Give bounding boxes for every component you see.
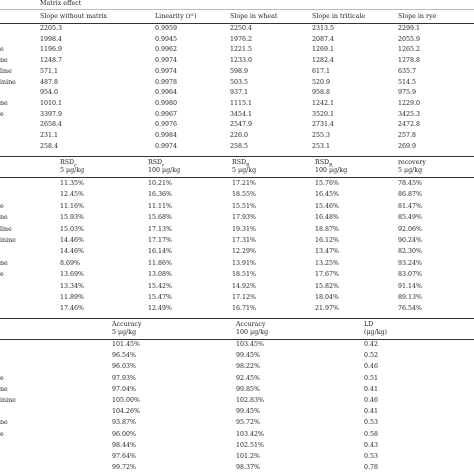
group-header-matrix-effect: Matrix effect (40, 0, 82, 7)
table-cell: 95.72% (236, 419, 261, 427)
table-cell: 10.21% (148, 180, 173, 187)
table-cell: 92.45% (236, 374, 261, 382)
table-cell: 15.93% (60, 214, 85, 222)
table-cell: 103.45% (236, 341, 265, 348)
table-cell: 1269.1 (312, 46, 335, 54)
table-cell: 102.83% (236, 397, 265, 404)
table-cell: 98.44% (112, 441, 137, 449)
table-cell: 21.97% (315, 305, 340, 313)
table-cell: 2313.5 (312, 25, 335, 32)
table-cell: 1229.0 (398, 99, 421, 107)
column-header-unit: 100 μg/kg (148, 167, 181, 174)
table-cell: 0.43 (364, 441, 379, 449)
table-cell: 487.8 (40, 78, 59, 86)
table-cell: 82.30% (398, 248, 423, 256)
table-cell: 1196.9 (40, 46, 63, 54)
table-cell: 93.24% (398, 259, 423, 267)
table-cell: 0.42 (364, 341, 379, 348)
table-cell: 16.36% (148, 191, 173, 199)
table-cell: 269.9 (398, 142, 417, 150)
table-cell: 78.45% (398, 180, 423, 187)
row-label: inine (0, 397, 16, 404)
column-header-unit: 5 μg/kg (60, 167, 85, 174)
table-cell: 598.9 (230, 67, 249, 75)
table-cell: 0.41 (364, 408, 379, 416)
table-cell: 11.89% (60, 294, 85, 301)
table-cell: 13.25% (315, 259, 340, 267)
table-cell: 0.41 (364, 385, 379, 393)
table-cell: 1242.1 (312, 99, 335, 107)
row-label: ne (0, 259, 8, 267)
table-cell: 11.11% (148, 202, 173, 210)
table-cell: 975.9 (398, 89, 417, 97)
row-label: ne (0, 99, 8, 107)
table-cell: 17.93% (232, 214, 257, 222)
column-header-text: RSD (148, 159, 163, 166)
table-cell: 226.0 (230, 132, 249, 139)
table-cell: 86.87% (398, 191, 423, 199)
table-cell: 1265.2 (398, 46, 421, 54)
table-cell: 0.9959 (155, 25, 178, 32)
table-cell: 16.12% (315, 237, 340, 244)
table-cell: 0.53 (364, 453, 379, 460)
table-cell: 3397.9 (40, 110, 63, 118)
table-cell: 635.7 (398, 67, 417, 75)
table-cell: 16.48% (315, 214, 340, 222)
row-label: e (0, 46, 4, 54)
table-cell: 257.8 (398, 132, 417, 139)
table-cell: 99.85% (236, 385, 261, 393)
row-label: e (0, 374, 4, 382)
group-header-rule (0, 9, 474, 10)
table-cell: 0.9945 (155, 35, 178, 43)
table-cell: 91.14% (398, 282, 423, 290)
table-cell: 98.22% (236, 363, 261, 371)
table-cell: 17.12% (232, 294, 257, 301)
table-cell: 520.9 (312, 78, 331, 86)
table-cell: 16.45% (315, 191, 340, 199)
table-cell: 0.9974 (155, 142, 178, 150)
table-cell: 15.68% (148, 214, 173, 222)
column-header-subscript: r (162, 163, 165, 169)
table-cell: 14.46% (60, 248, 85, 256)
table-cell: 11.35% (60, 180, 85, 187)
table-cell: 15.76% (315, 180, 340, 187)
table-cell: 0.9984 (155, 132, 178, 139)
table-cell: 0.9974 (155, 57, 178, 65)
table-cell: 99.72% (112, 464, 137, 472)
row-label: ne (0, 214, 8, 222)
table-cell: 97.04% (112, 385, 137, 393)
table-cell: 15.42% (148, 282, 173, 290)
table-cell: 0.9976 (155, 121, 178, 129)
column-header-unit: 5 μg/kg (112, 329, 137, 336)
table-cell: 3520.1 (312, 110, 335, 118)
column-header (232, 159, 250, 169)
table-cell: 0.9974 (155, 67, 178, 75)
table-cell: 97.64% (112, 453, 137, 460)
table-cell: 1115.1 (230, 99, 253, 107)
table-cell: 0.46 (364, 363, 379, 371)
table-cell: 8.69% (60, 259, 81, 267)
table-cell: 15.51% (232, 202, 257, 210)
column-header: Accuracy (112, 321, 142, 328)
table-cell: 258.4 (40, 142, 59, 150)
row-label: line (0, 67, 12, 75)
table-cell: 1233.0 (230, 57, 253, 65)
table-cell: 937.1 (230, 89, 249, 97)
row-label: inine (0, 78, 16, 86)
column-header-unit: 5 μg/kg (232, 167, 257, 174)
row-label: e (0, 202, 4, 210)
table-cell: 83.07% (398, 271, 423, 279)
table-cell: 0.9964 (155, 89, 178, 97)
table-cell: 102.51% (236, 441, 265, 449)
column-header: Accuracy (236, 321, 266, 328)
column-header: Slope in triticale (312, 13, 366, 20)
table-cell: 12.49% (148, 305, 173, 313)
column-header: Slope in rye (398, 13, 437, 20)
table-cell: 99.45% (236, 408, 261, 416)
table-cell: 231.1 (40, 132, 59, 139)
table-cell: 2205.3 (40, 25, 63, 32)
table-cell: 0.9962 (155, 46, 178, 54)
row-label: ne (0, 419, 8, 427)
table-cell: 18.87% (315, 225, 340, 233)
table-cell: 18.51% (232, 271, 257, 279)
table-cell: 2472.8 (398, 121, 421, 129)
table-cell: 81.47% (398, 202, 423, 210)
table-cell: 0.9967 (155, 110, 178, 118)
table-cell: 19.31% (232, 225, 257, 233)
table-cell: 1248.7 (40, 57, 63, 65)
row-label: inine (0, 237, 16, 244)
table-cell: 255.3 (312, 132, 331, 139)
column-header-unit: 100 μg/kg (315, 167, 348, 174)
table-cell: 12.29% (232, 248, 257, 256)
row-label: e (0, 430, 4, 438)
table-cell: 2087.4 (312, 35, 335, 43)
table-cell: 253.1 (312, 142, 331, 150)
table-cell: 96.54% (112, 352, 137, 360)
table-cell: 99.45% (236, 352, 261, 360)
column-header-unit: 5 μg/kg (398, 167, 423, 174)
column-header: Slope in wheat (230, 13, 278, 20)
table-cell: 97.93% (112, 374, 137, 382)
table-cell: 1998.4 (40, 35, 63, 43)
column-header (148, 159, 165, 169)
table-cell: 571.1 (40, 67, 59, 75)
table-cell: 17.46% (60, 305, 85, 313)
table-cell: 13.91% (232, 259, 257, 267)
table-cell: 17.13% (148, 225, 173, 233)
table-cell: 0.46 (364, 397, 379, 404)
column-header (398, 160, 426, 166)
column-header-subscript: R (246, 163, 250, 169)
table-cell: 98.37% (236, 464, 261, 472)
table-cell: 2731.4 (312, 121, 335, 129)
table-cell: 1976.2 (230, 35, 253, 43)
row-label: ne (0, 385, 8, 393)
column-header-text: RSD (315, 159, 330, 166)
column-header-subscript: r (74, 163, 77, 169)
table-cell: 85.49% (398, 214, 423, 222)
table-cell: 0.78 (364, 464, 379, 472)
table-cell: 258.5 (230, 142, 249, 150)
table-cell: 16.71% (232, 305, 257, 313)
table-cell: 89.13% (398, 294, 423, 301)
table-cell: 17.21% (232, 180, 257, 187)
table-cell: 76.54% (398, 305, 423, 313)
table-cell: 105.00% (112, 397, 141, 404)
table-cell: 17.67% (315, 271, 340, 279)
table-cell: 2250.4 (230, 25, 253, 32)
table-cell: 12.45% (60, 191, 85, 199)
header-bottom-rule (0, 23, 474, 24)
column-header: Slope without matrix (40, 13, 108, 20)
table-cell: 15.82% (315, 282, 340, 290)
table-cell: 954.0 (40, 89, 59, 97)
table-cell: 16.14% (148, 248, 173, 256)
table-cell: 1282.4 (312, 57, 335, 65)
table-cell: 1278.8 (398, 57, 421, 65)
column-header-subscript: R (329, 163, 333, 169)
table-cell: 90.24% (398, 237, 423, 244)
table-cell: 14.92% (232, 282, 257, 290)
table-cell: 2658.4 (40, 121, 63, 129)
table-cell: 14.46% (60, 237, 85, 244)
table-cell: 1010.1 (40, 99, 63, 107)
table-cell: 13.08% (148, 271, 173, 279)
table-cell: 2547.9 (230, 121, 253, 129)
table-cell: 11.86% (148, 259, 173, 267)
table-cell: 101.2% (236, 453, 261, 460)
table-cell: 0.9978 (155, 78, 178, 86)
table-cell: 13.34% (60, 282, 85, 290)
column-header-linearity (155, 14, 196, 20)
table-cell: 3454.1 (230, 110, 253, 118)
table-cell: 15.46% (315, 202, 340, 210)
column-header (315, 159, 333, 169)
table-cell: 103.42% (236, 430, 265, 438)
section-rule (0, 156, 474, 157)
table-cell: 104.26% (112, 408, 141, 416)
column-header-unit: (μg/kg) (364, 329, 388, 336)
column-header-text: RSD (60, 159, 75, 166)
column-header (60, 159, 77, 169)
table-cell: 17.17% (148, 237, 173, 244)
table-cell: 0.53 (364, 419, 379, 427)
table-cell: 93.87% (112, 419, 137, 427)
table-cell: 101.45% (112, 341, 141, 348)
table-cell: 17.31% (232, 237, 257, 244)
table-cell: 13.69% (60, 271, 85, 279)
section-rule (0, 318, 474, 319)
table-cell: 958.8 (312, 89, 331, 97)
table-cell: 514.5 (398, 78, 417, 86)
table-cell: 503.5 (230, 78, 249, 86)
table-cell: 0.58 (364, 430, 379, 438)
table-cell: 11.16% (60, 202, 85, 210)
column-header: LD (364, 321, 374, 328)
table-cell: 13.47% (315, 248, 340, 256)
header-bottom-rule (0, 177, 474, 178)
table-cell: 96.00% (112, 430, 137, 438)
header-bottom-rule (0, 339, 474, 340)
table-cell: 96.03% (112, 363, 137, 371)
table-cell: 92.06% (398, 225, 423, 233)
table-cell: 1221.5 (230, 46, 253, 54)
table-cell: 2055.9 (398, 35, 421, 43)
column-header-unit: 100 μg/kg (236, 329, 269, 336)
table-cell: 2299.1 (398, 25, 421, 32)
column-header-text: RSD (232, 159, 247, 166)
row-label: line (0, 225, 12, 233)
table-cell: 18.55% (232, 191, 257, 199)
column-header-text: Linearity (r²) (155, 13, 197, 20)
table-cell: 15.03% (60, 225, 85, 233)
row-label: ne (0, 57, 8, 65)
table-cell: 617.1 (312, 67, 331, 75)
row-label: e (0, 110, 4, 118)
table-cell: 0.9980 (155, 99, 178, 107)
table-cell: 15.47% (148, 294, 173, 301)
table-cell: 3425.3 (398, 110, 421, 118)
table-cell: 0.52 (364, 352, 379, 360)
table-cell: 18.04% (315, 294, 340, 301)
table-cell: 0.51 (364, 374, 379, 382)
row-label: e (0, 271, 4, 279)
column-header-text: recovery (398, 159, 426, 166)
